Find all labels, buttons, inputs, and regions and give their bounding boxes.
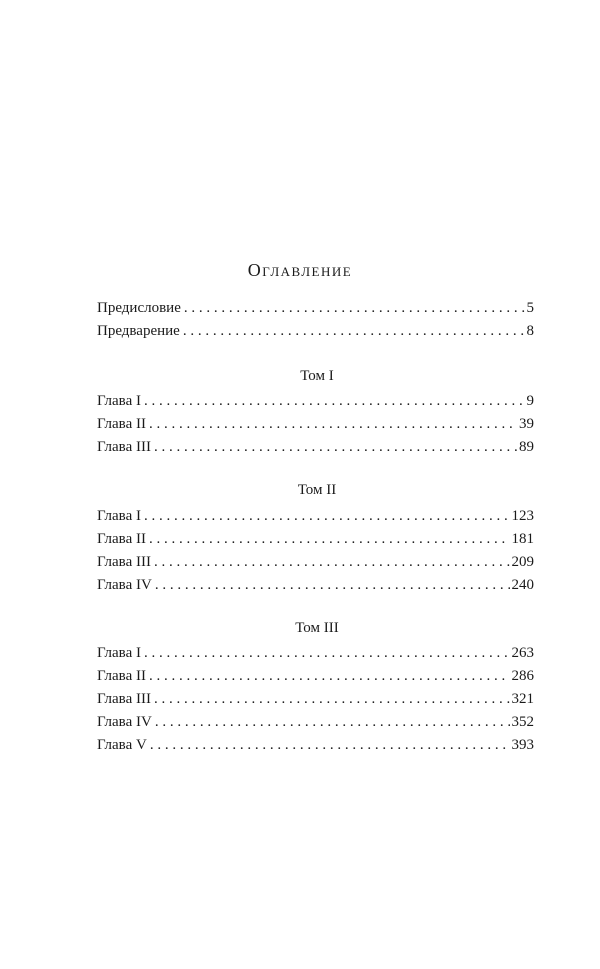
toc-entry-label: Глава III [97,439,151,455]
toc-entry-page: 263 [511,645,534,661]
volume-3-chapter-list [97,642,534,757]
leader-dots [150,734,510,757]
toc-entry-page: 352 [511,714,534,730]
toc-entry-label: Предисловие [97,300,181,316]
toc-entry-chapter[interactable] [97,505,534,528]
leader-dots [144,505,510,528]
toc-entry-label: Глава II [97,531,146,547]
toc-entry-label: Глава IV [97,577,152,593]
toc-entry-chapter[interactable] [97,665,534,688]
toc-entry-preface[interactable] [97,297,534,320]
toc-entry-foreword[interactable] [97,320,534,343]
leader-dots [184,297,525,320]
toc-entry-label: Глава III [97,554,151,570]
toc-entry-label: Глава IV [97,714,152,730]
volume-1-title: Том I [300,368,334,384]
leader-dots [144,390,525,413]
toc-entry-label: Предварение [97,323,180,339]
toc-entry-label: Глава I [97,393,141,409]
volume-2-title: Том II [297,482,337,498]
volume-3-title: Том III [295,620,339,636]
toc-entry-label: Глава III [97,691,151,707]
toc-entry-label: Глава V [97,737,147,753]
toc-entry-page: 286 [511,668,534,684]
volume-2-chapter-list [97,505,534,597]
toc-entry-chapter[interactable] [97,642,534,665]
leader-dots [149,665,510,688]
toc-entry-page: 9 [526,393,534,409]
leader-dots [155,574,510,597]
front-matter-list [97,297,534,343]
leader-dots [154,688,510,711]
toc-entry-chapter[interactable] [97,551,534,574]
leader-dots [183,320,525,343]
leader-dots [149,413,517,436]
toc-entry-chapter[interactable] [97,688,534,711]
toc-title: Оглавление [247,260,353,280]
toc-entry-page: 39 [519,416,534,432]
toc-entry-page: 123 [511,508,534,524]
toc-entry-label: Глава II [97,668,146,684]
leader-dots [144,642,510,665]
leader-dots [155,711,510,734]
toc-entry-page: 89 [519,439,534,455]
toc-entry-page: 181 [511,531,534,547]
toc-entry-page: 240 [511,577,534,593]
toc-entry-chapter[interactable] [97,390,534,413]
toc-entry-chapter[interactable] [97,413,534,436]
toc-entry-page: 321 [511,691,534,707]
toc-entry-page: 8 [526,323,534,339]
toc-entry-chapter[interactable] [97,711,534,734]
toc-entry-page: 393 [511,737,534,753]
toc-entry-page: 5 [526,300,534,316]
toc-entry-label: Глава I [97,645,141,661]
toc-entry-chapter[interactable] [97,528,534,551]
toc-entry-label: Глава I [97,508,141,524]
toc-entry-chapter[interactable] [97,734,534,757]
volume-1-chapter-list [97,390,534,459]
toc-entry-chapter[interactable] [97,574,534,597]
toc-entry-label: Глава II [97,416,146,432]
toc-entry-page: 209 [511,554,534,570]
leader-dots [149,528,510,551]
leader-dots [154,551,510,574]
toc-entry-chapter[interactable] [97,436,534,459]
leader-dots [154,436,517,459]
